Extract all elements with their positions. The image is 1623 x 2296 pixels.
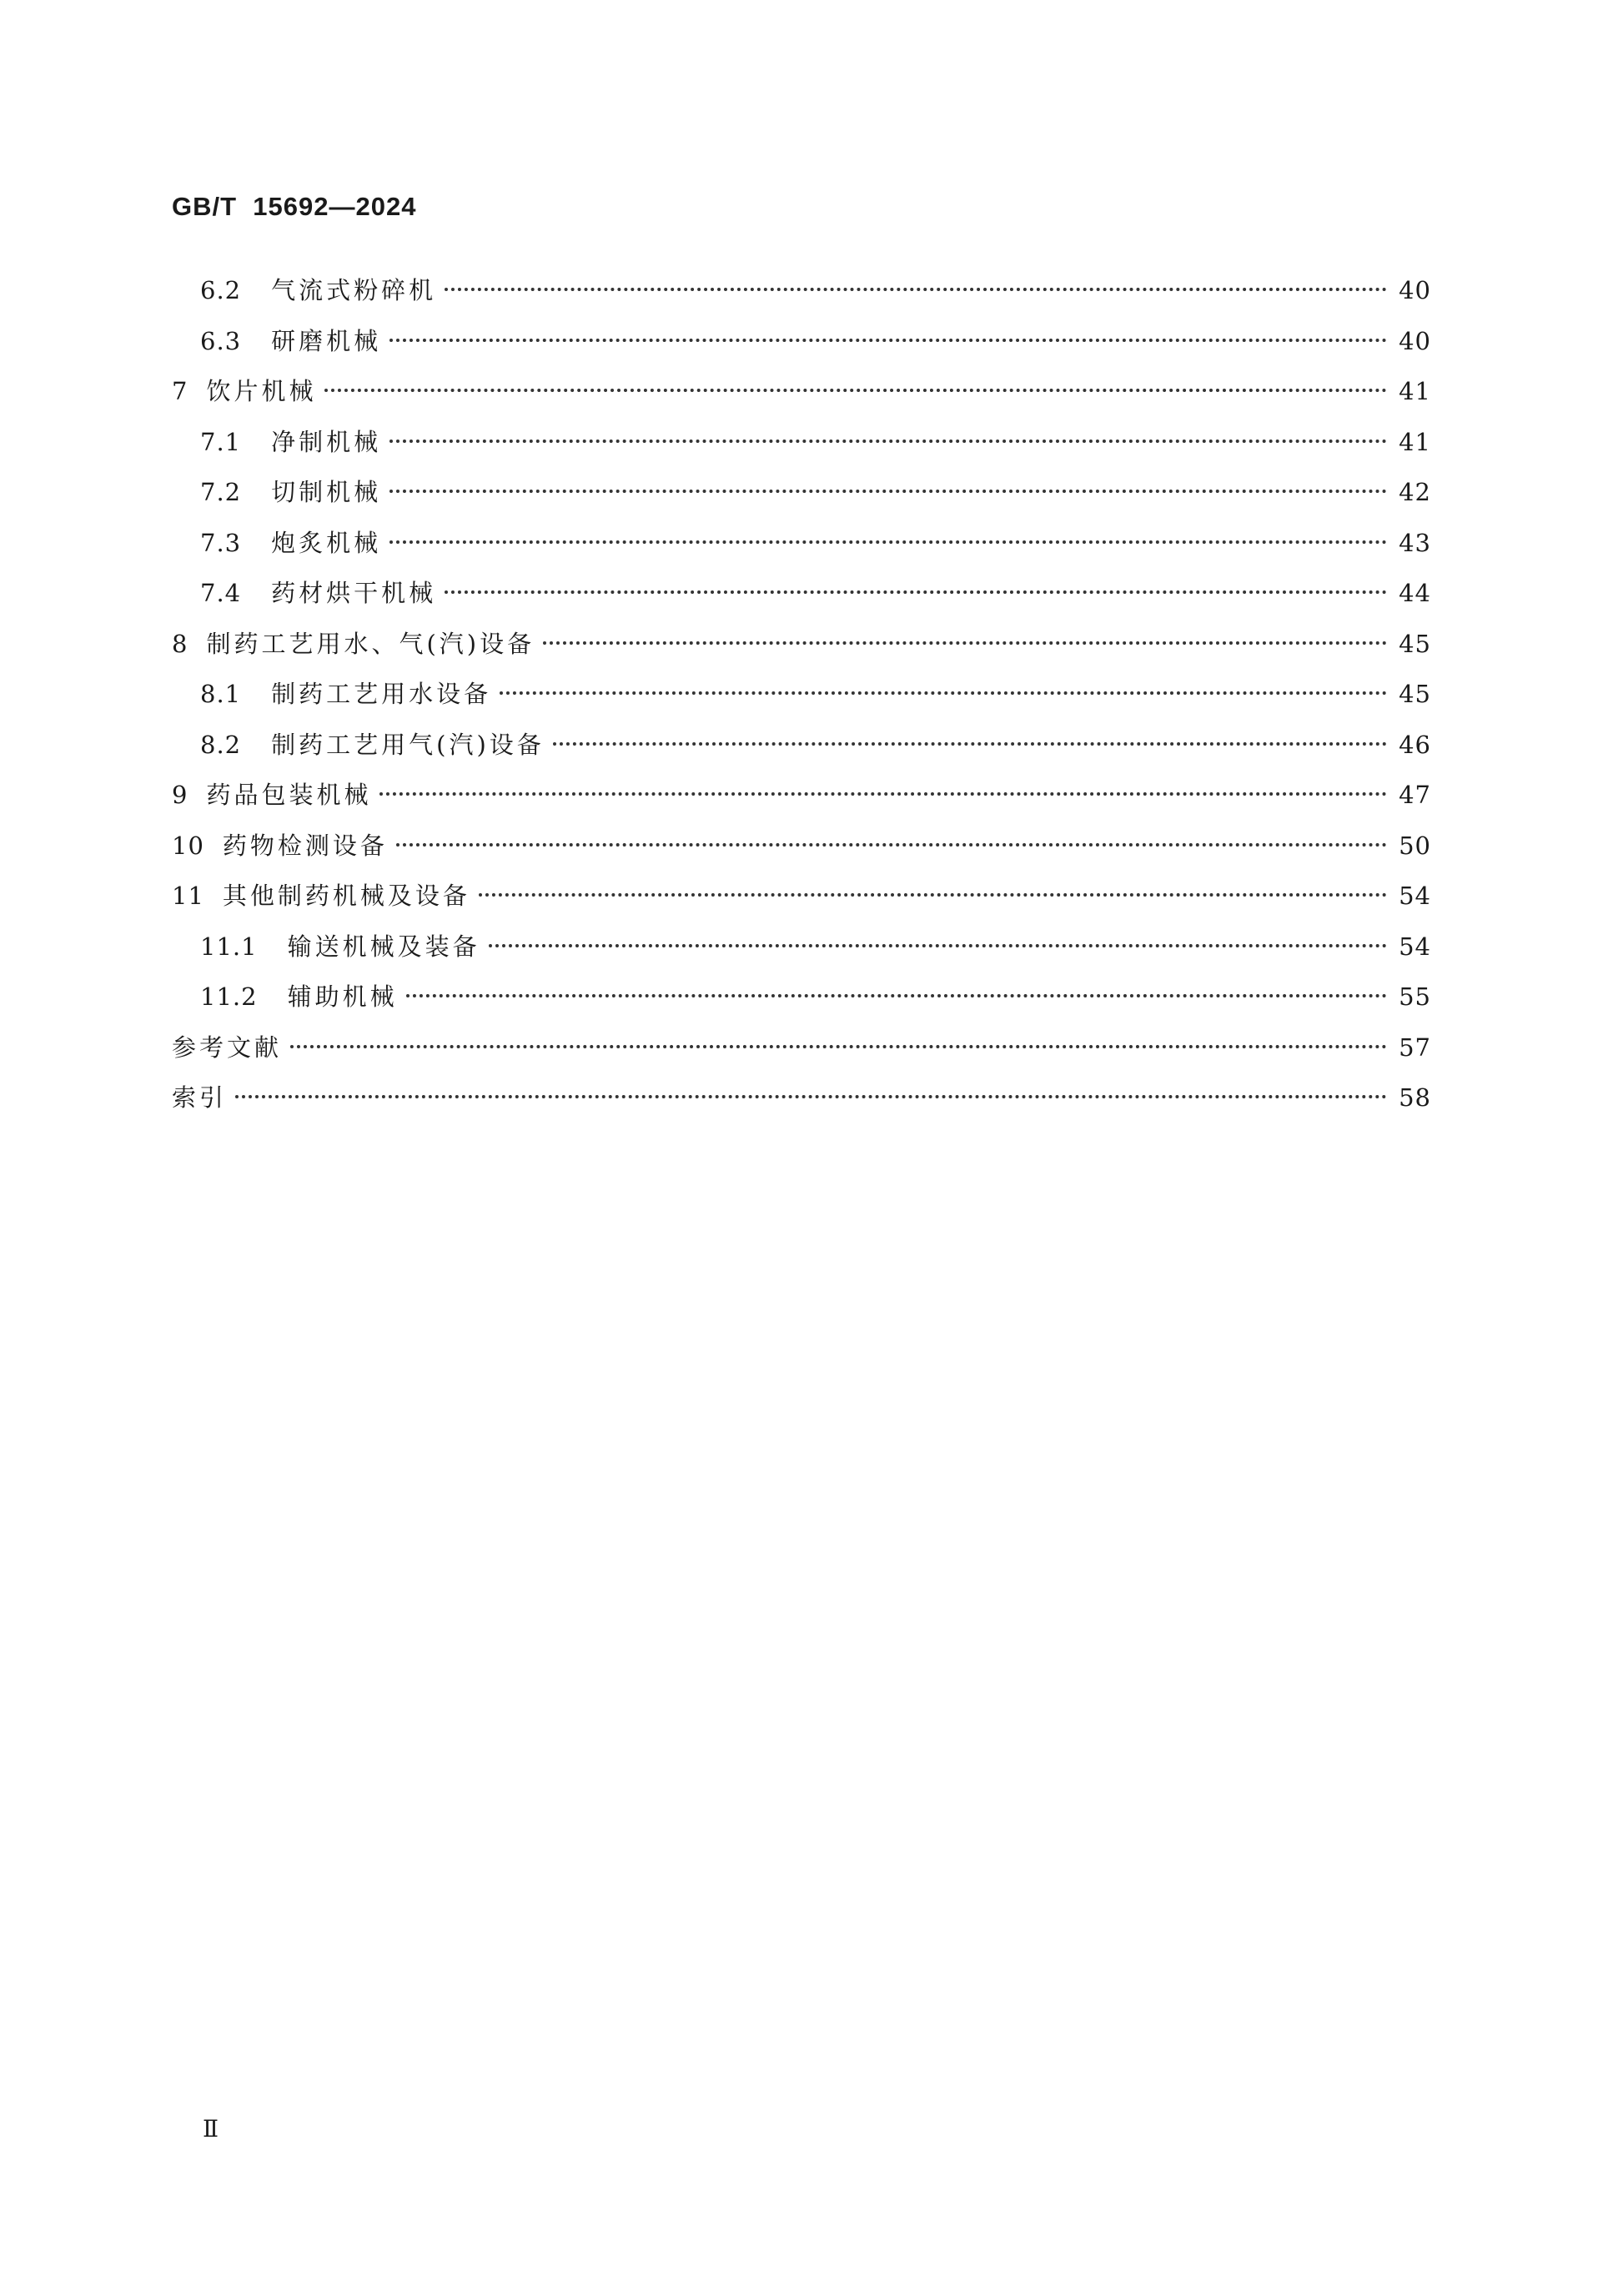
toc-entry-number: 7.2 xyxy=(200,478,242,506)
toc-entry-page: 58 xyxy=(1399,1083,1431,1112)
toc-entry[interactable] xyxy=(172,467,1431,518)
toc-entry-number: 7.4 xyxy=(200,579,242,607)
toc-entry[interactable] xyxy=(172,316,1431,367)
toc-dot-leader xyxy=(445,288,1387,291)
toc-dot-leader xyxy=(553,742,1387,746)
toc-dot-leader xyxy=(396,843,1387,847)
toc-entry-number: 9 xyxy=(172,781,188,809)
toc-entry[interactable] xyxy=(172,568,1431,619)
toc-entry-page: 43 xyxy=(1399,528,1431,557)
toc-entry[interactable] xyxy=(172,972,1431,1022)
document-code: GB/T 15692—2024 xyxy=(172,192,417,221)
toc-entry-page: 54 xyxy=(1399,932,1431,961)
toc-entry[interactable] xyxy=(172,720,1431,771)
toc-entry-page: 50 xyxy=(1399,831,1431,860)
toc-entry[interactable] xyxy=(172,417,1431,468)
toc-entry-title: 气流式粉碎机 xyxy=(271,276,437,304)
toc-entry-number: 11.2 xyxy=(200,982,258,1011)
toc-entry-title: 药品包装机械 xyxy=(206,781,372,809)
toc-entry[interactable] xyxy=(172,366,1431,417)
toc-entry[interactable] xyxy=(172,821,1431,872)
toc-entry-title: 制药工艺用气(汽)设备 xyxy=(271,730,545,759)
toc-entry-page: 40 xyxy=(1399,276,1431,304)
toc-entry-page: 46 xyxy=(1399,730,1431,759)
toc-dot-leader xyxy=(445,590,1387,594)
toc-entry[interactable] xyxy=(172,518,1431,569)
toc-entry-page: 42 xyxy=(1399,478,1431,506)
toc-entry-number: 6.3 xyxy=(200,326,242,355)
toc-entry-number: 11 xyxy=(172,882,204,910)
toc-entry-number: 10 xyxy=(172,831,204,860)
toc-dot-leader xyxy=(389,540,1387,544)
toc-entry-title: 索引 xyxy=(172,1083,228,1112)
toc-entry-number: 7.1 xyxy=(200,427,242,456)
toc-entry-number: 8 xyxy=(172,629,188,658)
toc-dot-leader xyxy=(500,691,1387,695)
toc-dot-leader xyxy=(479,893,1387,897)
toc-entry-title: 参考文献 xyxy=(172,1032,283,1062)
toc-entry-number: 8.1 xyxy=(200,680,242,708)
toc-dot-leader xyxy=(324,389,1387,392)
toc-dot-leader xyxy=(489,944,1388,947)
toc-entry[interactable] xyxy=(172,669,1431,720)
toc-entry-number: 7 xyxy=(172,377,188,405)
toc-entry[interactable] xyxy=(172,1022,1431,1073)
toc-dot-leader xyxy=(235,1095,1387,1098)
toc-entry-number: 7.3 xyxy=(200,528,242,557)
toc-entry-title: 饮片机械 xyxy=(206,377,317,405)
toc-entry-page: 45 xyxy=(1399,680,1431,708)
toc-entry[interactable] xyxy=(172,922,1431,972)
toc-dot-leader xyxy=(406,994,1388,997)
toc-dot-leader xyxy=(389,339,1387,342)
toc-dot-leader xyxy=(379,792,1387,796)
toc-dot-leader xyxy=(389,440,1387,443)
toc-entry-title: 净制机械 xyxy=(271,427,382,456)
toc-entry-title: 药物检测设备 xyxy=(222,831,388,860)
toc-entry-title: 切制机械 xyxy=(271,478,382,506)
toc-entry-page: 54 xyxy=(1399,882,1431,910)
toc-entry-number: 8.2 xyxy=(200,730,242,759)
toc-dot-leader xyxy=(543,641,1387,645)
toc-dot-leader xyxy=(389,490,1387,493)
toc-entry[interactable] xyxy=(172,265,1431,316)
toc-entry-page: 41 xyxy=(1399,427,1431,456)
toc-entry-number: 11.1 xyxy=(200,932,258,961)
toc-entry-number: 6.2 xyxy=(200,276,242,304)
toc-entry-page: 44 xyxy=(1399,579,1431,607)
toc-entry[interactable] xyxy=(172,770,1431,821)
toc-entry-page: 57 xyxy=(1399,1032,1431,1062)
toc-entry-title: 药材烘干机械 xyxy=(271,579,437,607)
toc-entry[interactable] xyxy=(172,871,1431,922)
toc-entry-title: 研磨机械 xyxy=(271,326,382,355)
page-number: Ⅱ xyxy=(203,2115,219,2143)
toc-entry-title: 制药工艺用水、气(汽)设备 xyxy=(206,629,535,658)
toc-entry[interactable] xyxy=(172,619,1431,670)
toc-entry-page: 47 xyxy=(1399,781,1431,809)
toc-entry[interactable] xyxy=(172,1073,1431,1123)
toc-dot-leader xyxy=(290,1045,1387,1048)
toc-entry-title: 输送机械及装备 xyxy=(287,932,480,961)
toc-entry-title: 辅助机械 xyxy=(287,982,398,1011)
table-of-contents xyxy=(172,265,1431,1123)
toc-entry-page: 41 xyxy=(1399,377,1431,405)
toc-entry-page: 40 xyxy=(1399,326,1431,355)
toc-entry-title: 炮炙机械 xyxy=(271,528,382,557)
toc-entry-title: 其他制药机械及设备 xyxy=(222,882,470,910)
toc-entry-page: 45 xyxy=(1399,629,1431,658)
toc-entry-title: 制药工艺用水设备 xyxy=(271,680,492,708)
toc-entry-page: 55 xyxy=(1399,982,1431,1011)
